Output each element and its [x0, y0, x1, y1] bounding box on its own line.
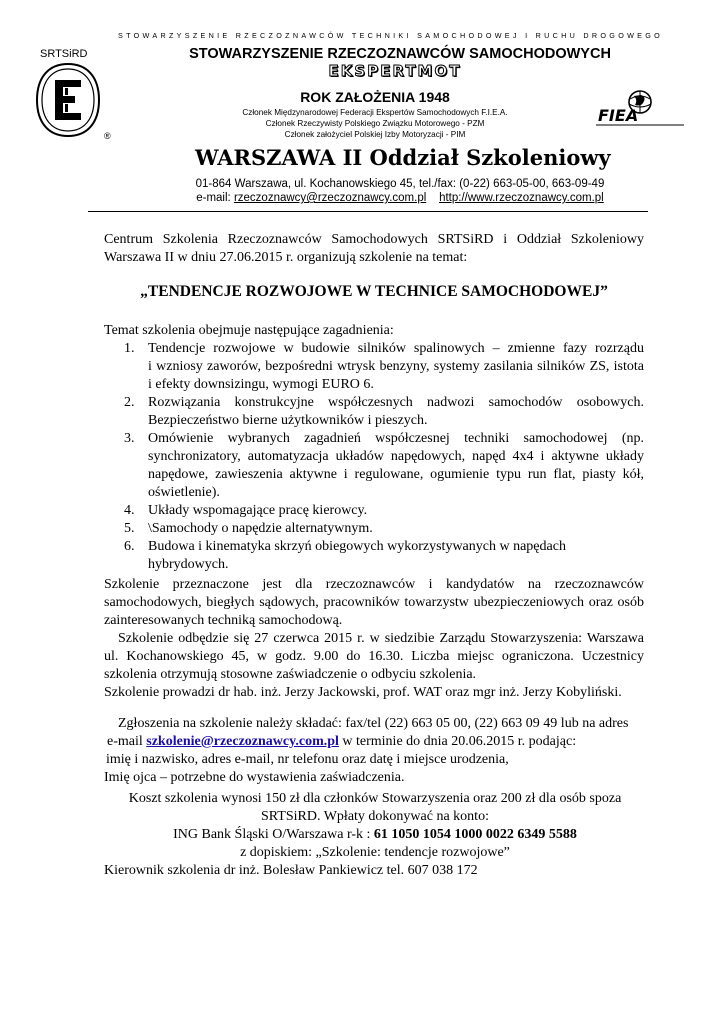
- list-item-line: synchronizatory, automatyzacja układów napędowych, napęd 4x4 i aktywne układy: [148, 449, 644, 464]
- paragraph-line: ul. Kochanowskiego 45, w godz. 9.00 do 16.30. Liczba miejsc ograniczona. Uczestnicy: [104, 649, 644, 664]
- list-item-line: Tendencje rozwojowe w budowie silników spalinowych – zmienne fazy rozrządu: [148, 341, 644, 356]
- payment-paragraph: [90, 790, 660, 862]
- membership-line: Członek założyciel Polskiej Izby Motoryzacji - PIM: [284, 130, 466, 139]
- deadline-text: w terminie do dnia 20.06.2015 r. podając:: [342, 734, 577, 749]
- list-item-number: 3.: [124, 431, 135, 446]
- registration-paragraph: [104, 715, 664, 787]
- paragraph-line: samochodowych, biegłych sądowych, pracowników towarzystw ubezpieczeniowych oraz osób: [104, 595, 644, 610]
- branch-contacts: [150, 192, 650, 204]
- manager-line: Kierownik szkolenia dr inż. Bolesław Pankiewicz tel. 607 038 172: [104, 863, 478, 878]
- paragraph-line: Szkolenie prowadzi dr hab. inż. Jerzy Jackowski, prof. WAT oraz mgr inż. Jerzy Kobyliński.: [104, 685, 622, 700]
- list-item-line: i wzniosy zaworów, bezpośredni wtrysk benzyny, systemy zasilania silników ZS, istota: [148, 359, 644, 374]
- list-item-number: 4.: [124, 503, 135, 518]
- paragraph-line: zainteresowanych techniką samochodową.: [104, 613, 343, 628]
- list-item-line: Omówienie wybranych zagadnień współczesnej techniki samochodowej (np.: [148, 431, 644, 446]
- website-link[interactable]: http://www.rzeczoznawcy.com.pl: [439, 192, 604, 204]
- topics-intro: Temat szkolenia obejmuje następujące zagadnienia:: [104, 323, 394, 338]
- account-number: 61 1050 1054 1000 0022 6349 5588: [373, 827, 577, 842]
- list-item-line: Układy wspomagające pracę kierowcy.: [148, 503, 368, 518]
- paragraph-line: Imię ojca – potrzebne do wystawienia zaświadczenia.: [104, 770, 405, 785]
- paragraph-line: Szkolenie przeznaczone jest dla rzeczoznawców i kandydatów na rzeczoznawców: [104, 577, 644, 592]
- branch-address: 01-864 Warszawa, ul. Kochanowskiego 45, tel./fax: (0-22) 663-05-00, 663-09-49: [195, 178, 605, 190]
- paragraph-line: Koszt szkolenia wynosi 150 zł dla członków Stowarzyszenia oraz 200 zł dla osób spoza: [128, 791, 622, 806]
- list-item-number: 6.: [124, 539, 135, 554]
- registration-email-link[interactable]: szkolenie@rzeczoznawcy.com.pl: [146, 734, 339, 749]
- bank-name: ING Bank Śląski O/Warszawa r-k :: [173, 827, 371, 842]
- list-item-number: 2.: [124, 395, 135, 410]
- list-item-line: oświetlenie).: [148, 485, 220, 500]
- logo-abbreviation: SRTSiRD: [40, 48, 88, 60]
- training-title: „TENDENCJE ROZWOJOWE W TECHNICE SAMOCHODOWEJ”: [140, 283, 608, 300]
- list-item-line: Budowa i kinematyka skrzyń obiegowych wykorzystywanych w napędach hybrydowych.: [148, 539, 566, 572]
- list-item-line: \Samochody o napędzie alternatywnym.: [148, 521, 373, 536]
- email-label: e-mail:: [196, 192, 231, 204]
- paragraph-line: [104, 733, 664, 751]
- branch-title: WARSZAWA II Oddział Szkoleniowy: [195, 145, 611, 170]
- fiea-logo-text: FIEA: [598, 106, 639, 125]
- list-item-line: i efekty downsizingu, wymogi EURO 6.: [148, 377, 374, 392]
- bank-account-line: [90, 826, 660, 844]
- list-item-line: napędowe, zawieszenia aktywne i regulowane, ogumienie typu run flat, piasty kół,: [148, 467, 644, 482]
- details-paragraph: [104, 630, 644, 702]
- membership-line: Członek Międzynarodowej Federacji Ekspertów Samochodowych F.I.E.A.: [242, 108, 508, 117]
- association-full-name-line: STOWARZYSZENIE RZECZOZNAWCÓW TECHNIKI SAMOCHODOWEJ I RUCHU DROGOWEGO: [118, 31, 664, 40]
- transfer-note: z dopiskiem: „Szkolenie: tendencje rozwojowe”: [240, 845, 510, 860]
- ekspertmot-brand: EKSPERTMOT: [328, 62, 462, 80]
- paragraph-line: Zgłoszenia na szkolenie należy składać: fax/tel (22) 663 05 00, (22) 663 09 49 lub na adres: [118, 716, 629, 731]
- email-label: e-mail: [107, 734, 143, 749]
- membership-line: Członek Rzeczywisty Polskiego Związku Motorowego - PZM: [265, 119, 485, 128]
- audience-paragraph: [104, 576, 644, 630]
- association-name: STOWARZYSZENIE RZECZOZNAWCÓW SAMOCHODOWYCH: [189, 46, 611, 62]
- paragraph-line: Szkolenie odbędzie się 27 czerwca 2015 r. w siedzibie Zarządu Stowarzyszenia: Warszawa: [118, 631, 644, 646]
- intro-line: Warszawa II w dniu 27.06.2015 r. organizują szkolenie na temat:: [104, 250, 468, 265]
- memberships: [215, 107, 535, 140]
- list-item-number: 5.: [124, 521, 135, 536]
- list-item-line: Bezpieczeństwo bierne użytkowników i pieszych.: [148, 413, 428, 428]
- paragraph-line: SRTSiRD. Wpłaty dokonywać na konto:: [261, 809, 489, 824]
- intro-line: Centrum Szkolenia Rzeczoznawców Samochodowych SRTSiRD i Oddział Szkoleniowy: [104, 232, 644, 247]
- branch-email-link[interactable]: rzeczoznawcy@rzeczoznawcy.com.pl: [233, 192, 427, 204]
- srtsird-logo: [33, 62, 103, 138]
- registered-mark: ®: [104, 131, 111, 141]
- header-divider: [88, 211, 648, 212]
- paragraph-line: szkolenia otrzymują stosowne zaświadczenie o odbyciu szkolenia.: [104, 667, 477, 682]
- list-item-line: Rozwiązania konstrukcyjne współczesnych nadwozi samochodów osobowych.: [148, 395, 644, 410]
- fiea-logo: [594, 88, 686, 128]
- founded-year: ROK ZAŁOŻENIA 1948: [300, 89, 450, 105]
- list-item-number: 1.: [124, 341, 135, 356]
- paragraph-line: imię i nazwisko, adres e-mail, nr telefonu oraz datę i miejsce urodzenia,: [106, 752, 509, 767]
